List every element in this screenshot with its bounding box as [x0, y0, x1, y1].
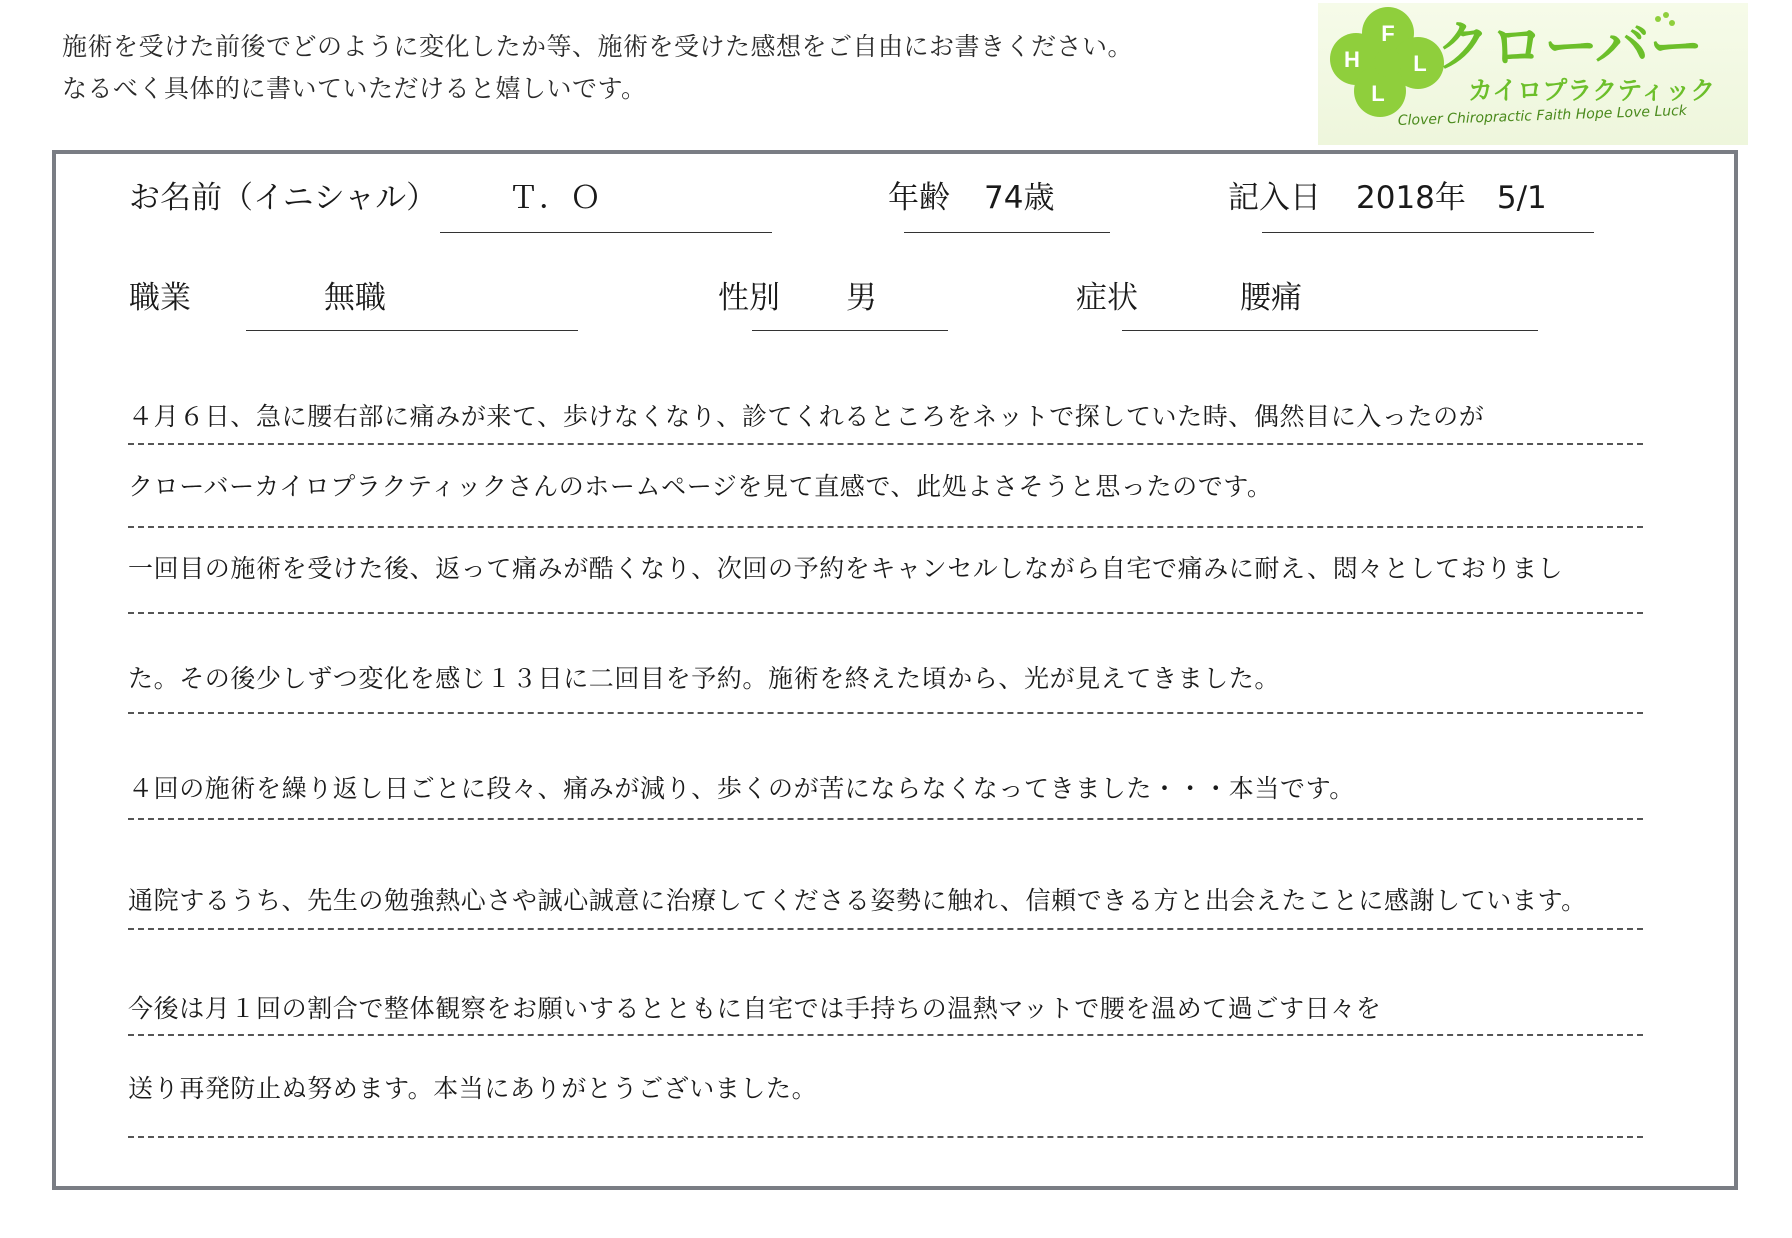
- comment-line-2: クローバーカイロプラクティックさんのホームページを見て直感で、此処よさそうと思ったのです。: [128, 472, 1273, 501]
- job-underline: [246, 330, 578, 331]
- dotted-rule-4: [128, 712, 1643, 714]
- leaf-letter-h: H: [1344, 47, 1360, 72]
- name-label: お名前（イニシャル）: [129, 180, 438, 216]
- intro-text: [62, 26, 1133, 110]
- dotted-rule-1: [128, 443, 1643, 445]
- date-label: 記入日: [1228, 180, 1321, 216]
- leaf-letter-l: L: [1413, 51, 1427, 76]
- name-value: Ｔ．Ｏ: [508, 180, 601, 216]
- date-value: 2018年 5/1: [1356, 180, 1547, 216]
- logo-title: クローバー: [1436, 15, 1704, 78]
- logo-tagline: Clover Chiropractic Faith Hope Love Luck: [1397, 102, 1688, 129]
- comment-line-6: 通院するうち、先生の勉強熱心さや誠心誠意に治療してくださる姿勢に触れ、信頼できる方と出会えたことに感謝しています。: [128, 886, 1587, 915]
- testimonial-form: [52, 150, 1738, 1190]
- gender-label: 性別: [718, 280, 780, 316]
- clover-logo: [1318, 3, 1748, 145]
- name-underline: [440, 232, 772, 233]
- leaf-letter-f: F: [1381, 21, 1395, 46]
- dotted-rule-2: [128, 526, 1643, 528]
- leaf-letter-l2: L: [1371, 81, 1385, 106]
- gender-value: 男: [846, 280, 877, 316]
- comment-line-1: ４月６日、急に腰右部に痛みが来て、歩けなくなり、診てくれるところをネットで探していた時、偶然目に入ったのが: [128, 402, 1485, 431]
- comment-line-7: 今後は月１回の割合で整体観察をお願いするとともに自宅では手持ちの温熱マットで腰を温めて過ごす日々を: [128, 994, 1382, 1023]
- job-label: 職業: [129, 280, 191, 316]
- age-label: 年齢: [888, 180, 950, 216]
- comment-line-8: 送り再発防止ぬ努めます。本当にありがとうございました。: [128, 1074, 818, 1103]
- symptom-label: 症状: [1076, 280, 1138, 316]
- age-value: 74歳: [984, 180, 1055, 216]
- job-value: 無職: [324, 280, 386, 316]
- symptom-value: 腰痛: [1240, 280, 1302, 316]
- comment-line-4: た。その後少しずつ変化を感じ１３日に二回目を予約。施術を終えた頃から、光が見えてきました。: [128, 664, 1281, 693]
- dotted-rule-8: [128, 1136, 1643, 1138]
- age-underline: [904, 232, 1110, 233]
- dotted-rule-7: [128, 1034, 1643, 1036]
- clover-leaf-icon: [1330, 7, 1444, 117]
- logo-subtitle: カイロプラクティック: [1468, 76, 1716, 105]
- intro-line-2: なるべく具体的に書いていただけると嬉しいです。: [62, 74, 647, 103]
- gender-underline: [752, 330, 948, 331]
- date-underline: [1262, 232, 1594, 233]
- intro-line-1: 施術を受けた前後でどのように変化したか等、施術を受けた感想をご自由にお書きください。: [62, 32, 1134, 61]
- comment-line-5: ４回の施術を繰り返し日ごとに段々、痛みが減り、歩くのが苦にならなくなってきました・・・本当です。: [128, 774, 1355, 803]
- dotted-rule-5: [128, 818, 1643, 820]
- comment-line-3: 一回目の施術を受けた後、返って痛みが酷くなり、次回の予約をキャンセルしながら自宅で痛みに耐え、悶々としておりまし: [128, 554, 1564, 583]
- dotted-rule-3: [128, 612, 1643, 614]
- symptom-underline: [1122, 330, 1538, 331]
- dotted-rule-6: [128, 928, 1643, 930]
